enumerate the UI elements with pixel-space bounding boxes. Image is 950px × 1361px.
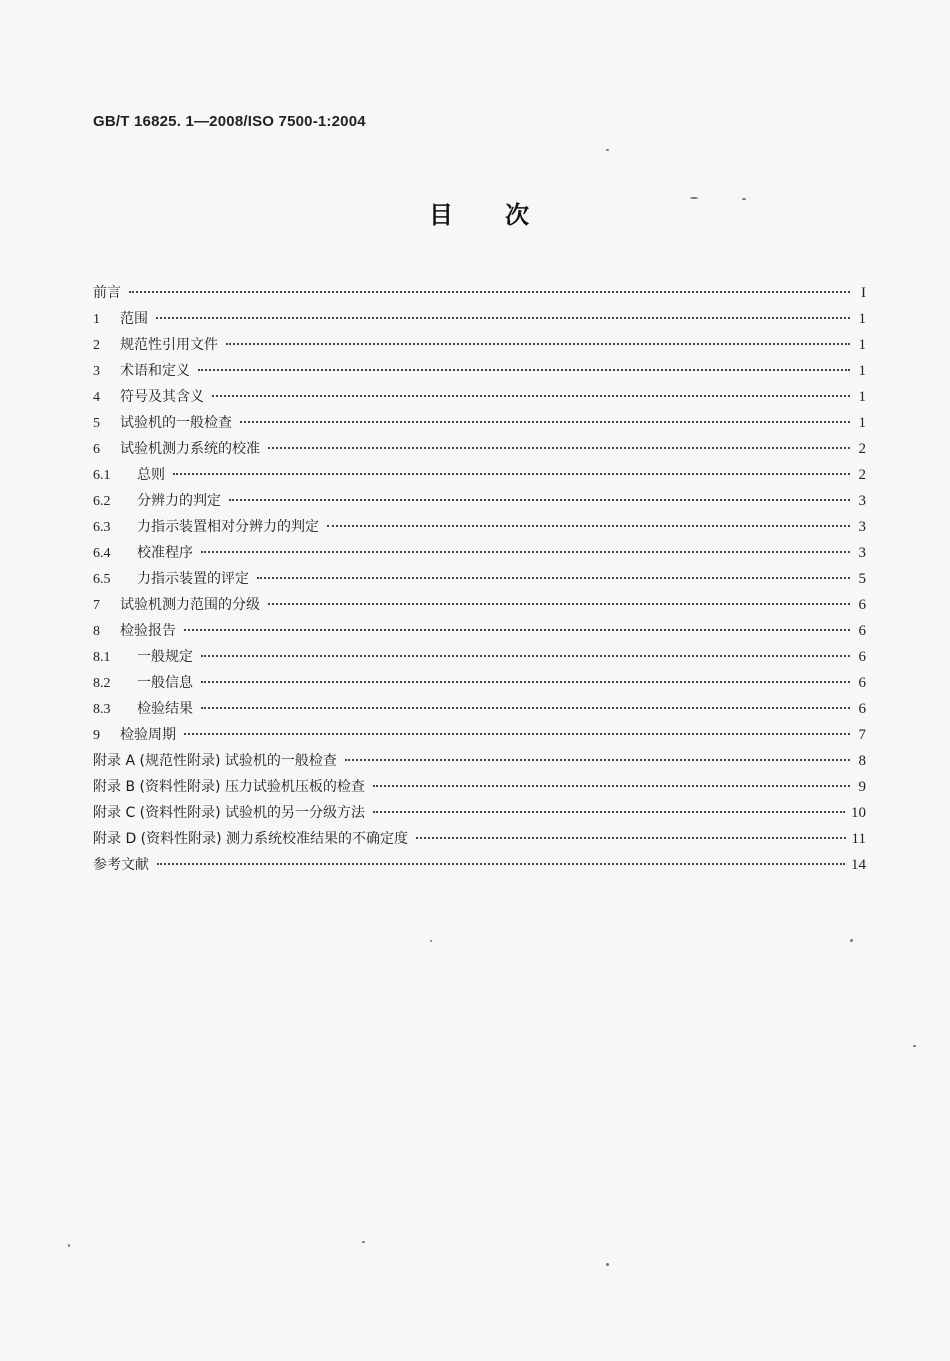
toc-dot-leader xyxy=(157,863,845,865)
toc-entry[interactable] xyxy=(93,410,866,436)
toc-entry-number: 6.4 xyxy=(93,546,111,561)
toc-dot-leader xyxy=(184,733,850,735)
toc-entry[interactable] xyxy=(93,592,866,618)
toc-entry-number: 9 xyxy=(93,728,100,743)
toc-entry[interactable] xyxy=(93,358,866,384)
toc-entry-page: 14 xyxy=(851,857,866,873)
toc-entry[interactable] xyxy=(93,644,866,670)
toc-entry-page: 9 xyxy=(858,779,866,795)
toc-entry-number: 5 xyxy=(93,416,100,431)
scan-speck xyxy=(742,198,746,200)
toc-entry-number: 6.2 xyxy=(93,494,111,509)
toc-dot-leader xyxy=(257,577,850,579)
toc-entry[interactable] xyxy=(93,566,866,592)
toc-entry-page: 1 xyxy=(858,311,866,327)
toc-dot-leader xyxy=(201,707,850,709)
toc-entry-label: 试验机的一般检查 xyxy=(120,415,232,431)
toc-entry-page: 3 xyxy=(858,519,866,535)
table-of-contents xyxy=(93,280,866,878)
toc-dot-leader xyxy=(201,681,850,683)
toc-entry-number: 6.1 xyxy=(93,468,111,483)
page-title: 目次 xyxy=(429,201,581,229)
toc-dot-leader xyxy=(212,395,850,397)
toc-entry-label: 试验机测力范围的分级 xyxy=(120,597,260,613)
toc-dot-leader xyxy=(201,655,850,657)
toc-entry-label: 附录 D (资料性附录) 测力系统校准结果的不确定度 xyxy=(93,831,409,847)
toc-entry-label: 术语和定义 xyxy=(120,363,190,379)
toc-entry-page: I xyxy=(861,285,866,301)
toc-entry-number: 8.3 xyxy=(93,702,111,717)
toc-entry-page: 6 xyxy=(858,597,866,613)
toc-dot-leader xyxy=(373,811,845,813)
toc-entry[interactable] xyxy=(93,852,866,878)
toc-entry-page: 6 xyxy=(858,649,866,665)
scan-speck xyxy=(430,940,432,942)
toc-entry-page: 3 xyxy=(858,545,866,561)
toc-entry-page: 3 xyxy=(858,493,866,509)
toc-entry-label: 范围 xyxy=(120,311,148,327)
toc-entry-label: 一般规定 xyxy=(137,649,193,665)
toc-entry[interactable] xyxy=(93,670,866,696)
scan-speck xyxy=(690,197,698,199)
toc-entry-label: 分辨力的判定 xyxy=(137,493,221,509)
toc-entry-number: 8.2 xyxy=(93,676,111,691)
toc-entry-label: 一般信息 xyxy=(137,675,193,691)
toc-entry-label: 附录 B (资料性附录) 压力试验机压板的检查 xyxy=(93,779,365,795)
toc-entry[interactable] xyxy=(93,774,866,800)
toc-entry[interactable] xyxy=(93,514,866,540)
toc-dot-leader xyxy=(268,447,850,449)
toc-entry-label: 规范性引用文件 xyxy=(120,337,218,353)
toc-entry[interactable] xyxy=(93,800,866,826)
toc-dot-leader xyxy=(240,421,850,423)
toc-entry-page: 2 xyxy=(858,467,866,483)
scan-speck xyxy=(606,1263,609,1266)
toc-entry[interactable] xyxy=(93,540,866,566)
standard-number-header: GB/T 16825. 1—2008/ISO 7500-1:2004 xyxy=(93,113,366,130)
toc-entry-label: 参考文献 xyxy=(93,857,149,873)
scan-speck xyxy=(68,1244,70,1247)
toc-entry-label: 试验机测力系统的校准 xyxy=(120,441,260,457)
toc-entry-label: 校准程序 xyxy=(137,545,193,561)
toc-dot-leader xyxy=(268,603,850,605)
toc-entry-label: 前言 xyxy=(93,285,121,301)
toc-dot-leader xyxy=(156,317,850,319)
toc-entry-number: 2 xyxy=(93,338,100,353)
toc-dot-leader xyxy=(345,759,850,761)
toc-entry-page: 1 xyxy=(858,415,866,431)
toc-dot-leader xyxy=(226,343,850,345)
toc-dot-leader xyxy=(327,525,850,527)
scan-speck xyxy=(362,1241,365,1243)
toc-entry[interactable] xyxy=(93,722,866,748)
toc-entry[interactable] xyxy=(93,696,866,722)
toc-dot-leader xyxy=(373,785,850,787)
toc-entry-number: 6.5 xyxy=(93,572,111,587)
toc-entry[interactable] xyxy=(93,280,866,306)
toc-dot-leader xyxy=(416,837,845,839)
toc-entry-number: 6 xyxy=(93,442,100,457)
toc-entry-number: 6.3 xyxy=(93,520,111,535)
toc-entry-label: 检验结果 xyxy=(137,701,193,717)
toc-entry[interactable] xyxy=(93,332,866,358)
toc-entry[interactable] xyxy=(93,462,866,488)
toc-entry-page: 11 xyxy=(851,831,866,847)
toc-entry-label: 力指示装置的评定 xyxy=(137,571,249,587)
toc-entry-number: 8.1 xyxy=(93,650,111,665)
toc-entry-label: 总则 xyxy=(137,467,165,483)
toc-entry-label: 检验报告 xyxy=(120,623,176,639)
toc-entry-number: 1 xyxy=(93,312,100,327)
toc-entry[interactable] xyxy=(93,488,866,514)
toc-entry-number: 7 xyxy=(93,598,100,613)
toc-entry-page: 8 xyxy=(858,753,866,769)
toc-entry-page: 1 xyxy=(858,363,866,379)
toc-entry[interactable] xyxy=(93,436,866,462)
toc-entry-label: 附录 C (资料性附录) 试验机的另一分级方法 xyxy=(93,805,366,821)
toc-dot-leader xyxy=(184,629,850,631)
toc-entry-page: 2 xyxy=(858,441,866,457)
toc-dot-leader xyxy=(229,499,850,501)
toc-entry-label: 附录 A (规范性附录) 试验机的一般检查 xyxy=(93,753,337,769)
toc-dot-leader xyxy=(129,291,850,293)
toc-entry-page: 6 xyxy=(858,675,866,691)
toc-entry-page: 6 xyxy=(858,623,866,639)
toc-entry-label: 检验周期 xyxy=(120,727,176,743)
toc-entry[interactable] xyxy=(93,826,866,852)
scan-speck xyxy=(850,939,853,942)
toc-dot-leader xyxy=(198,369,850,371)
toc-entry[interactable] xyxy=(93,384,866,410)
toc-entry-label: 符号及其含义 xyxy=(120,389,204,405)
toc-entry[interactable] xyxy=(93,748,866,774)
toc-dot-leader xyxy=(201,551,850,553)
toc-entry-number: 8 xyxy=(93,624,100,639)
toc-entry-page: 1 xyxy=(858,389,866,405)
toc-entry[interactable] xyxy=(93,618,866,644)
toc-entry-page: 1 xyxy=(858,337,866,353)
toc-entry-page: 6 xyxy=(858,701,866,717)
toc-entry-label: 力指示装置相对分辨力的判定 xyxy=(137,519,319,535)
scan-speck xyxy=(913,1045,916,1047)
toc-entry-page: 10 xyxy=(851,805,866,821)
toc-dot-leader xyxy=(173,473,850,475)
toc-entry-number: 4 xyxy=(93,390,100,405)
toc-entry-page: 7 xyxy=(858,727,866,743)
toc-entry[interactable] xyxy=(93,306,866,332)
toc-entry-number: 3 xyxy=(93,364,100,379)
toc-entry-page: 5 xyxy=(858,571,866,587)
scan-speck xyxy=(606,149,609,151)
